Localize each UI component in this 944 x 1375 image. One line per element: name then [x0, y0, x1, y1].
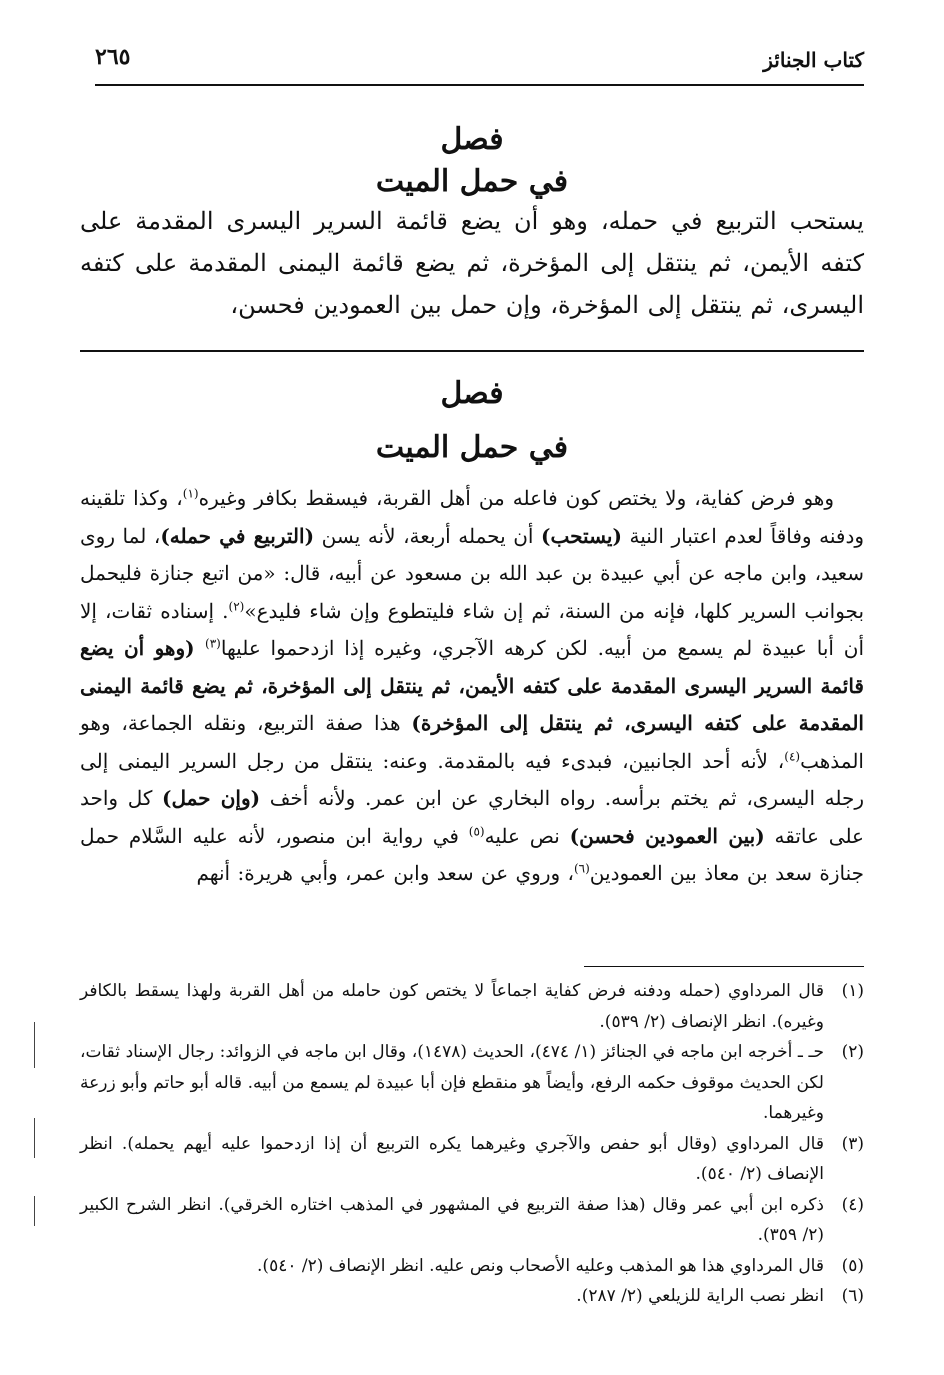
sharh-text: وهو فرض كفاية، ولا يختص كون فاعله من أهل القربة، فيسقط بكافر وغيره$^{(١)}$، وكذا تلقينه ودفنه وفاقاً لعدم اعتبار النية (يستحب) أن يحمله أربعة، لأنه يسن (التربيع في حمله)، لما روى سعيد، وابن ماجه عن أبي عبيدة بن عبد الله بن مسعود عن أبيه، قال: «من اتبع جنازة فليحمل بجوانب السرير كلها، فإنه من السنة، ثم إن شاء فليتطوع وإن شاء فليدع»$^{(٢)}$. إسناده ثقات، إلا أن أبا عبيدة لم يسمع من أبيه. لكن كرهه الآجري، وغيره إذا ازدحموا عليها$^{(٣)}$ (وهو أن يضع قائمة السرير اليسرى المقدمة على كتفه الأيمن، ثم ينتقل إلى المؤخرة، ثم يضع قائمة اليمنى المقدمة على كتفه اليسرى، ثم ينتقل إلى المؤخرة) هذا صفة التربيع، ونقله الجماعة، وهو المذهب$^{(٤)}$، لأنه أحد الجانبين، فبدىء فيه بالمقدمة. وعنه: ينتقل من رجل السرير اليمنى إلى رجله اليسرى، ثم يختم برأسه. رواه البخاري عن ابن عمر. ولأنه أخف (وإن حمل) كل واحد على عاتقه (بين العمودين فحسن) نص عليه$^{(٥)}$ في رواية ابن منصور، لأنه عليه السَّلام حمل جنازة سعد بن معاذ بين العمودين$^{(٦)}$، وروي عن سعد وابن عمر، وأبي هريرة: أنهم: [80, 486, 865, 885]
footnote-number: (٥): [841, 1255, 864, 1276]
footnote-item: [80, 1037, 864, 1129]
footnote-number: (٦): [841, 1286, 864, 1306]
scan-edge-mark: [34, 1196, 35, 1226]
running-header: [95, 44, 864, 86]
footnotes: [80, 976, 864, 1312]
footnote-item: [80, 1281, 864, 1312]
footnote-ref-5[interactable]: (٥): [468, 823, 485, 838]
matn-heading-fasl: فصل: [440, 122, 504, 157]
matn-heading-topic: في حمل الميت: [375, 164, 569, 199]
footnote-number: (٢): [841, 1042, 864, 1062]
quoted-matn: (وإن حمل): [161, 786, 261, 810]
matn-separator: [80, 350, 864, 352]
footnote-ref-1[interactable]: (١): [182, 486, 199, 501]
running-title: كتاب الجنائز: [763, 48, 864, 72]
footnote-item: [80, 1251, 864, 1282]
footnote-text: ذكره ابن أبي عمر وقال (هذا صفة التربيع في المشهور في المذهب اختاره الخرقي). انظر الشرح الكبير (٢/ ٣٥٩).: [80, 1194, 824, 1245]
quoted-matn: (وهو أن يضع قائمة السرير اليسرى المقدمة على كتفه الأيمن، ثم ينتقل إلى المؤخرة، ثم يضع قائمة اليمنى المقدمة على كتفه اليسرى، ثم ينتقل إلى المؤخرة): [80, 636, 864, 735]
quoted-matn: (يستحب): [541, 523, 622, 548]
quoted-matn: (التربيع في حمله): [160, 523, 315, 548]
footnote-ref-4[interactable]: (٤): [784, 748, 801, 763]
footnote-text: حـ ـ أخرجه ابن ماجه في الجنائز (١/ ٤٧٤)، الحديث (١٤٧٨)، وقال ابن ماجه في الزوائد: رجال الإسناد ثقات، لكن الحديث موقوف حكمه الرفع، وأيضاً هو منقطع فإن أبا عبيدة لم يسمع من أبيه. قاله أبو حاتم وأبو زرعة وغيرهما.: [80, 1042, 824, 1123]
footnote-number: (١): [841, 981, 864, 1001]
footnote-ref-2[interactable]: (٢): [228, 598, 245, 613]
sharh-heading-fasl: فصل: [440, 376, 504, 411]
quoted-matn: (بين العمودين فحسن): [569, 823, 765, 848]
footnote-item: [80, 1190, 864, 1251]
footnote-text: قال المرداوي هذا هو المذهب وعليه الأصحاب ونص عليه. انظر الإنصاف (٢/ ٥٤٠).: [257, 1255, 824, 1276]
footnote-text: قال المرداوي (وقال أبو حفص والآجري وغيرهما يكره التربيع أن إذا ازدحموا عليه أيهم يحمله). انظر الإنصاف (٢/ ٥٤٠).: [80, 1133, 824, 1184]
footnote-item: [80, 1129, 864, 1190]
footnote-ref-6[interactable]: (٦): [573, 861, 590, 876]
footnote-ref-3[interactable]: (٣): [205, 636, 221, 651]
sharh-heading-topic: في حمل الميت: [375, 430, 569, 465]
scan-edge-mark: [34, 1022, 35, 1068]
footnote-item: [80, 976, 864, 1037]
footnote-text: انظر نصب الراية للزيلعي (٢/ ٢٨٧).: [576, 1286, 824, 1306]
footnote-text: قال المرداوي (حمله ودفنه فرض كفاية اجماعاً لا يختص كون حامله من أهل القربة ولهذا يسقط بالكافر وغيره). انظر الإنصاف (٢/ ٥٣٩).: [80, 981, 824, 1032]
footnote-number: (٣): [841, 1133, 864, 1154]
footnote-number: (٤): [841, 1194, 864, 1215]
matn-text: يستحب التربيع في حمله، وهو أن يضع قائمة السرير اليسرى المقدمة على كتفه الأيمن، ثم ينتقل إلى المؤخرة، ثم يضع قائمة اليمنى المقدمة على كتفه اليسرى، ثم ينتقل إلى المؤخرة، وإن حمل بين العمودين فحسن،: [80, 207, 864, 319]
footnote-separator: [584, 966, 864, 967]
page-number: ٢٦٥: [95, 44, 131, 70]
scan-edge-mark: [34, 1118, 35, 1158]
